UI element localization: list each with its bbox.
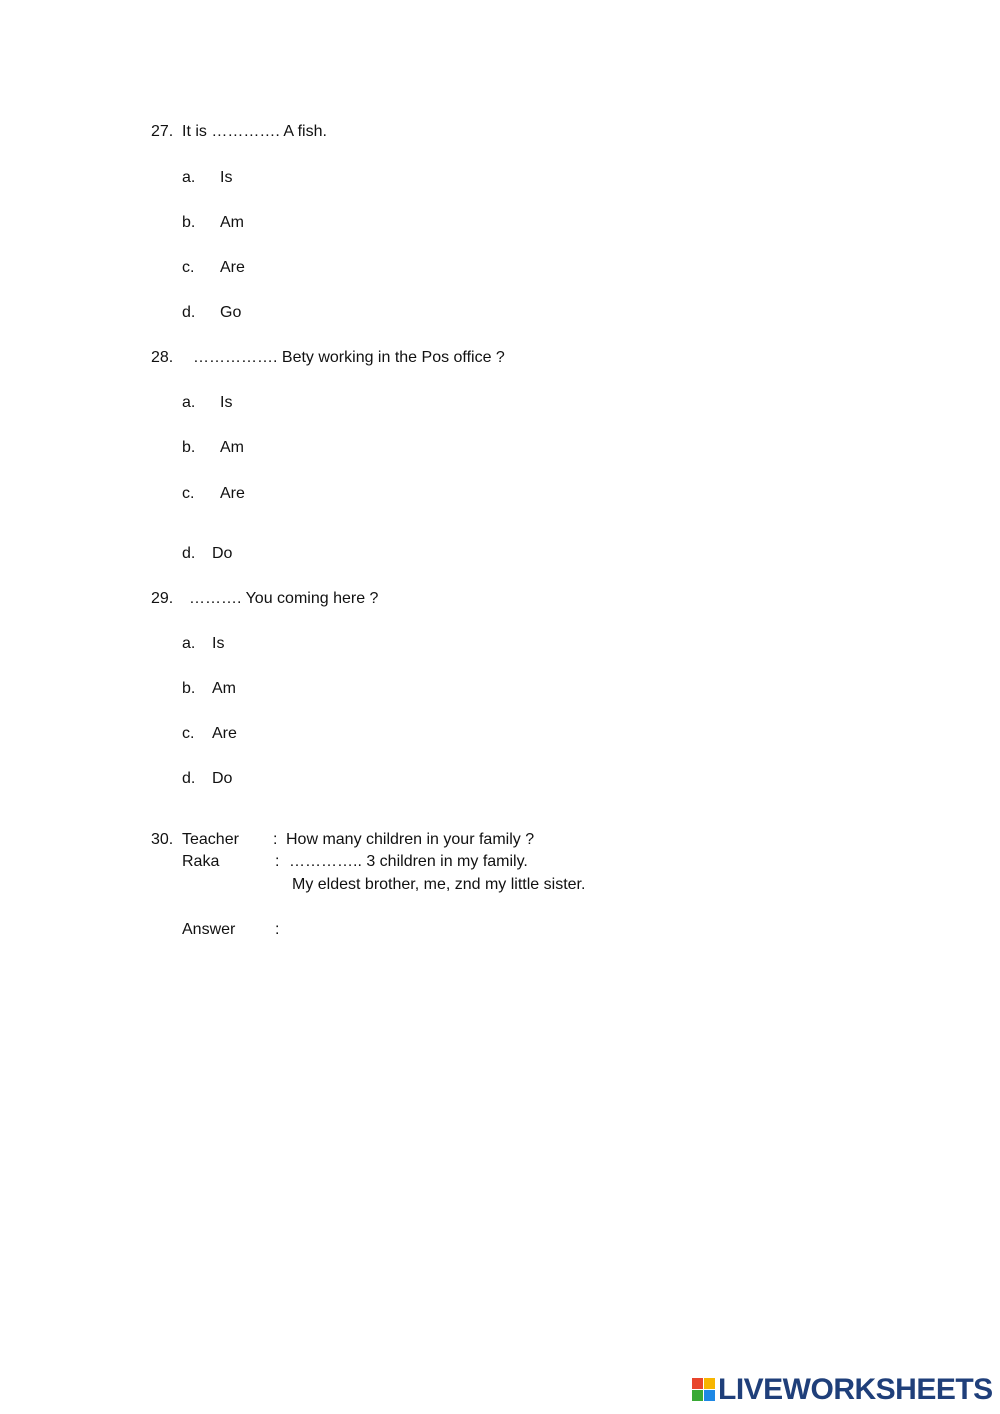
liveworksheets-logo (692, 1373, 993, 1406)
raka-text-continued: My eldest brother, me, znd my little sister. (292, 876, 586, 893)
raka-text: ………….. 3 children in my family. (289, 853, 528, 870)
option-letter: b. (182, 439, 196, 456)
option-text[interactable]: Is (212, 635, 225, 652)
option-letter: c. (182, 259, 195, 276)
option-letter: b. (182, 680, 196, 697)
question-29-text: ………. You coming here ? (189, 590, 379, 607)
option-letter: c. (182, 485, 195, 502)
question-27-text: It is …………. A fish. (182, 123, 327, 140)
option-text[interactable]: Are (212, 725, 237, 742)
option-letter: a. (182, 635, 196, 652)
option-letter: a. (182, 169, 196, 186)
option-text[interactable]: Go (220, 304, 242, 321)
teacher-label: Teacher (182, 831, 239, 848)
question-28-number: 28. (151, 349, 174, 366)
option-letter: a. (182, 394, 196, 411)
option-text[interactable]: Is (220, 394, 233, 411)
answer-label: Answer (182, 921, 236, 938)
answer-colon: : (275, 921, 280, 938)
logo-tile (704, 1390, 715, 1401)
logo-tile (692, 1390, 703, 1401)
logo-text: LIVEWORKSHEETS (718, 1373, 993, 1406)
teacher-colon: : (273, 831, 278, 848)
option-letter: d. (182, 770, 196, 787)
option-text[interactable]: Are (220, 259, 245, 276)
teacher-text: How many children in your family ? (286, 831, 535, 848)
raka-label: Raka (182, 853, 220, 870)
option-text[interactable]: Am (220, 439, 244, 456)
option-text[interactable]: Am (212, 680, 236, 697)
logo-tile (692, 1378, 703, 1389)
option-text[interactable]: Is (220, 169, 233, 186)
question-29-number: 29. (151, 590, 174, 607)
option-letter: b. (182, 214, 196, 231)
question-27-number: 27. (151, 123, 174, 140)
question-28-text: ……………. Bety working in the Pos office ? (193, 349, 505, 366)
option-letter: c. (182, 725, 195, 742)
option-text[interactable]: Do (212, 545, 233, 562)
option-letter: d. (182, 545, 196, 562)
question-30-number: 30. (151, 831, 174, 848)
option-text[interactable]: Are (220, 485, 245, 502)
logo-tiles-icon (692, 1378, 716, 1402)
option-letter: d. (182, 304, 196, 321)
raka-colon: : (275, 853, 280, 870)
logo-tile (704, 1378, 715, 1389)
option-text[interactable]: Am (220, 214, 244, 231)
option-text[interactable]: Do (212, 770, 233, 787)
